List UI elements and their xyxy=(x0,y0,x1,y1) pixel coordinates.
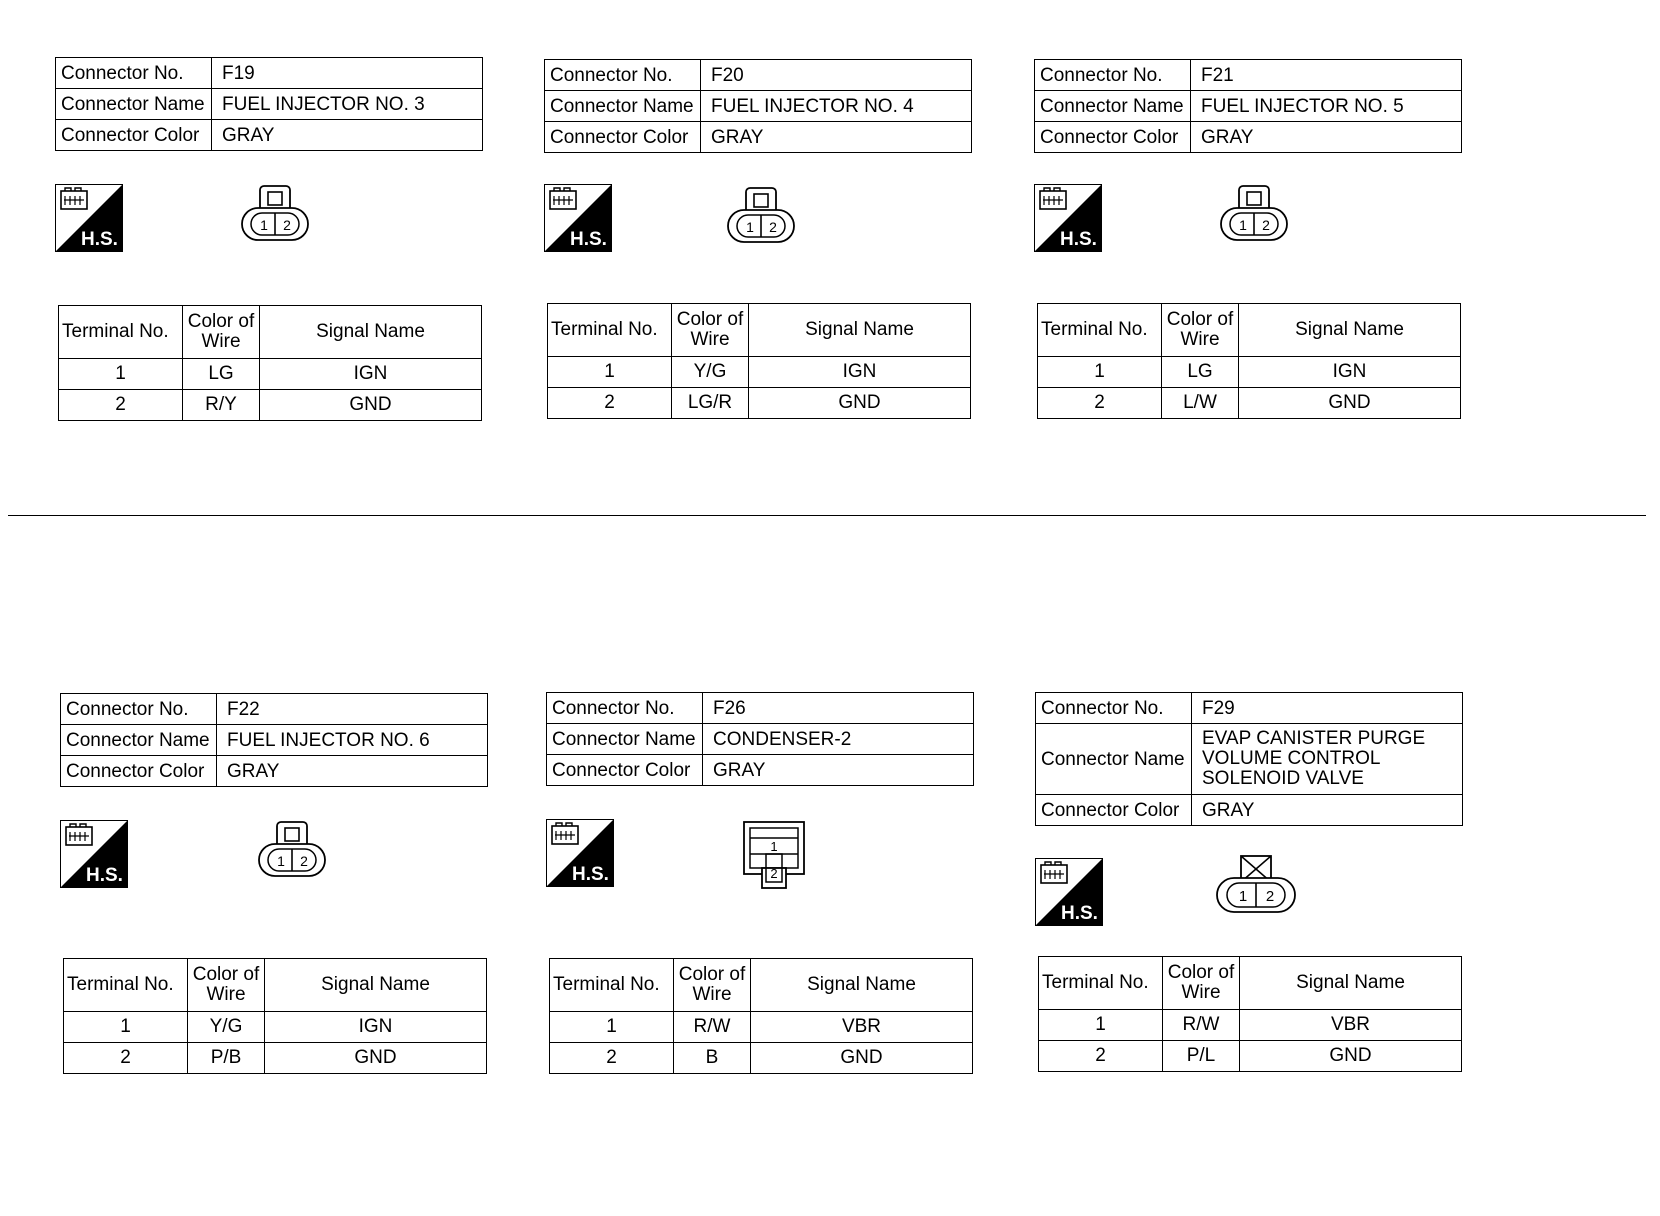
terminal-no-cell: 1 xyxy=(59,359,183,390)
harness-side-icon xyxy=(1034,184,1102,252)
table-row xyxy=(1039,1010,1462,1041)
terminal-no-header: Terminal No. xyxy=(59,306,183,359)
terminal-table xyxy=(1038,956,1462,1072)
color-of-wire-header: Color of Wire xyxy=(1163,957,1240,1010)
connector-name-label: Connector Name xyxy=(1035,91,1191,122)
connector-block-f26 xyxy=(546,692,976,1068)
signal-name-header: Signal Name xyxy=(260,306,482,359)
connector-no-value: F21 xyxy=(1191,60,1462,91)
connector-name-value: CONDENSER-2 xyxy=(703,724,974,755)
terminal-no-header: Terminal No. xyxy=(1039,957,1163,1010)
terminal-table xyxy=(547,303,971,419)
terminal-no-header: Terminal No. xyxy=(548,304,672,357)
terminal-no-cell: 1 xyxy=(1039,1010,1163,1041)
round-2-pin-connector-icon xyxy=(1217,182,1291,251)
signal-name-cell: IGN xyxy=(265,1012,487,1043)
terminal-no-header: Terminal No. xyxy=(64,959,188,1012)
signal-name-cell: GND xyxy=(1240,1041,1462,1072)
table-row xyxy=(59,390,482,421)
connector-info-table xyxy=(1034,59,1462,153)
terminal-no-cell: 1 xyxy=(550,1012,674,1043)
connector-color-label: Connector Color xyxy=(1035,122,1191,153)
terminal-no-cell: 1 xyxy=(64,1012,188,1043)
wire-color-cell: LG/R xyxy=(672,388,749,419)
wire-color-cell: B xyxy=(674,1043,751,1074)
connector-no-value: F19 xyxy=(212,58,483,89)
connector-color-label: Connector Color xyxy=(61,756,217,787)
color-of-wire-header: Color of Wire xyxy=(674,959,751,1012)
terminal-no-cell: 2 xyxy=(548,388,672,419)
signal-name-header: Signal Name xyxy=(749,304,971,357)
pin-label: 2 xyxy=(770,866,778,881)
connector-no-label: Connector No. xyxy=(1036,693,1192,724)
connector-name-label: Connector Name xyxy=(545,91,701,122)
connector-block-f22 xyxy=(60,693,490,1068)
connector-info-table xyxy=(55,57,483,151)
hs-label: H.S. xyxy=(572,864,609,885)
wire-color-cell: P/L xyxy=(1163,1041,1240,1072)
connector-name-value: FUEL INJECTOR NO. 6 xyxy=(217,725,488,756)
terminal-table xyxy=(549,958,973,1074)
pin-label: 1 xyxy=(746,219,754,235)
connector-color-value: GRAY xyxy=(1192,795,1463,826)
signal-name-cell: GND xyxy=(260,390,482,421)
connector-no-label: Connector No. xyxy=(547,693,703,724)
pin-label: 2 xyxy=(1262,217,1270,233)
round-2-pin-connector-icon xyxy=(238,182,312,251)
round-2-pin-connector-icon xyxy=(724,184,798,253)
table-row xyxy=(59,359,482,390)
pin-label: 2 xyxy=(283,217,291,233)
signal-name-header: Signal Name xyxy=(1240,957,1462,1010)
color-of-wire-header: Color of Wire xyxy=(183,306,260,359)
signal-name-header: Signal Name xyxy=(751,959,973,1012)
wire-color-cell: R/W xyxy=(674,1012,751,1043)
table-row xyxy=(1038,388,1461,419)
pin-label: 1 xyxy=(1238,888,1248,905)
table-row xyxy=(550,1043,973,1074)
connector-block-f21 xyxy=(1034,59,1464,413)
terminal-no-cell: 1 xyxy=(1038,357,1162,388)
terminal-no-cell: 2 xyxy=(64,1043,188,1074)
pin-label: 1 xyxy=(1239,217,1247,233)
wire-color-cell: R/Y xyxy=(183,390,260,421)
wire-color-cell: P/B xyxy=(188,1043,265,1074)
harness-side-icon xyxy=(1035,858,1103,926)
table-row xyxy=(64,1043,487,1074)
terminal-no-cell: 2 xyxy=(59,390,183,421)
round-2-pin-connector-icon xyxy=(255,818,329,887)
connector-name-label: Connector Name xyxy=(1036,724,1192,795)
harness-side-icon xyxy=(60,820,128,888)
connector-name-label: Connector Name xyxy=(61,725,217,756)
connector-name-value: FUEL INJECTOR NO. 4 xyxy=(701,91,972,122)
pin-label: 1 xyxy=(277,853,285,869)
connector-no-label: Connector No. xyxy=(545,60,701,91)
signal-name-cell: IGN xyxy=(260,359,482,390)
hs-label: H.S. xyxy=(570,229,607,250)
terminal-table xyxy=(58,305,482,421)
connector-block-f20 xyxy=(544,59,974,413)
pin-label: 2 xyxy=(769,219,777,235)
color-of-wire-header: Color of Wire xyxy=(1162,304,1239,357)
connector-no-label: Connector No. xyxy=(61,694,217,725)
harness-side-icon xyxy=(544,184,612,252)
connector-no-value: F22 xyxy=(217,694,488,725)
table-row xyxy=(550,1012,973,1043)
table-row xyxy=(64,1012,487,1043)
color-of-wire-header: Color of Wire xyxy=(672,304,749,357)
connector-color-label: Connector Color xyxy=(547,755,703,786)
connector-info-table xyxy=(60,693,488,787)
table-row xyxy=(1039,1041,1462,1072)
connector-color-label: Connector Color xyxy=(1036,795,1192,826)
connector-no-value: F20 xyxy=(701,60,972,91)
signal-name-cell: VBR xyxy=(1240,1010,1462,1041)
terminal-no-cell: 1 xyxy=(548,357,672,388)
harness-side-icon xyxy=(546,819,614,887)
signal-name-cell: IGN xyxy=(1239,357,1461,388)
connector-name-value: FUEL INJECTOR NO. 5 xyxy=(1191,91,1462,122)
connector-info-table xyxy=(546,692,974,786)
wire-color-cell: LG xyxy=(1162,357,1239,388)
terminal-no-cell: 2 xyxy=(1038,388,1162,419)
vertical-2-pin-connector-icon xyxy=(742,820,808,897)
color-of-wire-header: Color of Wire xyxy=(188,959,265,1012)
signal-name-cell: GND xyxy=(265,1043,487,1074)
connector-color-value: GRAY xyxy=(1191,122,1462,153)
terminal-no-header: Terminal No. xyxy=(1038,304,1162,357)
wire-color-cell: Y/G xyxy=(188,1012,265,1043)
round-2-pin-connector-with-cross-icon xyxy=(1213,852,1299,923)
connector-color-value: GRAY xyxy=(701,122,972,153)
connector-no-value: F29 xyxy=(1192,693,1463,724)
connector-color-value: GRAY xyxy=(217,756,488,787)
harness-side-icon xyxy=(55,184,123,252)
table-row xyxy=(1038,357,1461,388)
pin-label: 1 xyxy=(260,217,268,233)
signal-name-cell: IGN xyxy=(749,357,971,388)
connector-info-table xyxy=(544,59,972,153)
pin-label: 2 xyxy=(1265,888,1275,905)
table-row xyxy=(548,388,971,419)
pin-label: 1 xyxy=(770,839,778,854)
terminal-table xyxy=(63,958,487,1074)
terminal-no-header: Terminal No. xyxy=(550,959,674,1012)
wire-color-cell: Y/G xyxy=(672,357,749,388)
connector-name-label: Connector Name xyxy=(547,724,703,755)
hs-label: H.S. xyxy=(86,865,123,886)
signal-name-cell: GND xyxy=(1239,388,1461,419)
connector-block-f29 xyxy=(1035,692,1465,1066)
signal-name-cell: GND xyxy=(751,1043,973,1074)
connector-no-label: Connector No. xyxy=(56,58,212,89)
connector-name-label: Connector Name xyxy=(56,89,212,120)
connector-name-value: EVAP CANISTER PURGE VOLUME CONTROL SOLENOID VALVE xyxy=(1192,724,1463,795)
connector-block-f19 xyxy=(55,57,485,415)
hs-label: H.S. xyxy=(1060,229,1097,250)
terminal-no-cell: 2 xyxy=(1039,1041,1163,1072)
wire-color-cell: LG xyxy=(183,359,260,390)
connector-color-value: GRAY xyxy=(212,120,483,151)
hs-label: H.S. xyxy=(81,229,118,250)
connector-no-value: F26 xyxy=(703,693,974,724)
signal-name-header: Signal Name xyxy=(1239,304,1461,357)
signal-name-header: Signal Name xyxy=(265,959,487,1012)
connector-color-value: GRAY xyxy=(703,755,974,786)
terminal-table xyxy=(1037,303,1461,419)
connector-no-label: Connector No. xyxy=(1035,60,1191,91)
terminal-no-cell: 2 xyxy=(550,1043,674,1074)
section-divider xyxy=(8,515,1646,516)
table-row xyxy=(548,357,971,388)
connector-info-table xyxy=(1035,692,1463,826)
signal-name-cell: VBR xyxy=(751,1012,973,1043)
hs-label: H.S. xyxy=(1061,903,1098,924)
signal-name-cell: GND xyxy=(749,388,971,419)
connector-color-label: Connector Color xyxy=(545,122,701,153)
connector-name-value: FUEL INJECTOR NO. 3 xyxy=(212,89,483,120)
wire-color-cell: R/W xyxy=(1163,1010,1240,1041)
wire-color-cell: L/W xyxy=(1162,388,1239,419)
pin-label: 2 xyxy=(300,853,308,869)
connector-color-label: Connector Color xyxy=(56,120,212,151)
